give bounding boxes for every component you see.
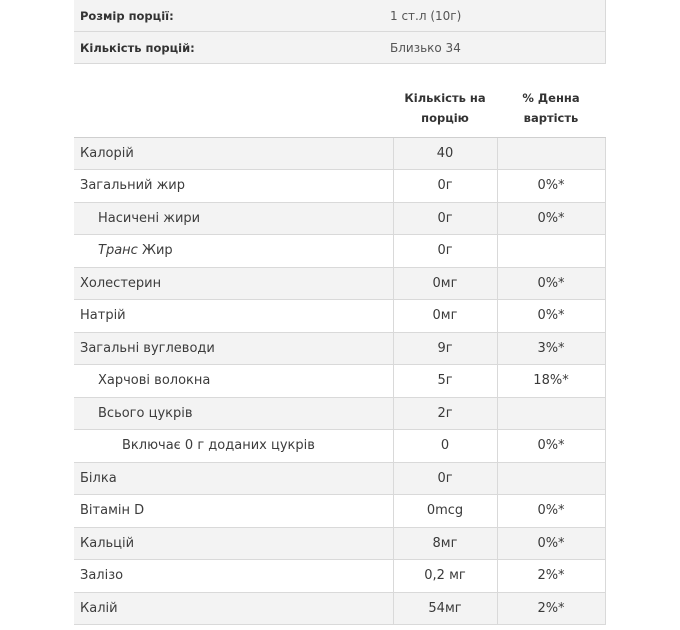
nutrient-amount: 5г <box>393 365 497 398</box>
nutrient-amount: 54мг <box>393 592 497 625</box>
nutrient-amount: 0г <box>393 202 497 235</box>
nutrient-row-iron <box>74 560 605 593</box>
nutrient-row-calcium <box>74 527 605 560</box>
nutrient-daily-value: 2%* <box>497 560 605 593</box>
serving-count-value: Близько 34 <box>387 32 605 64</box>
nutrient-name: Харчові волокна <box>74 365 393 398</box>
nutrient-row-calories <box>74 137 605 170</box>
nutrient-name: Кальцій <box>74 527 393 560</box>
nutrient-name: Калій <box>74 592 393 625</box>
nutrient-name: Натрій <box>74 300 393 333</box>
nutrient-name: Загальний жир <box>74 170 393 203</box>
nutrient-row-added-sugars <box>74 430 605 463</box>
nutrient-amount: 0 <box>393 430 497 463</box>
nutrient-name: Загальні вуглеводи <box>74 332 393 365</box>
serving-count-label: Кількість порцій: <box>74 32 387 64</box>
serving-size-label: Розмір порції: <box>74 0 387 32</box>
nutrient-name-prefix: Транс <box>98 243 138 259</box>
nutrient-daily-value: 0%* <box>497 527 605 560</box>
nutrient-amount: 0,2 мг <box>393 560 497 593</box>
nutrient-amount: 9г <box>393 332 497 365</box>
nutrient-name: Включає 0 г доданих цукрів <box>74 430 393 463</box>
serving-size-value: 1 ст.л (10г) <box>387 0 605 32</box>
nutrient-daily-value: 0%* <box>497 170 605 203</box>
nutrient-row-trans-fat <box>74 235 605 268</box>
nutrient-amount: 2г <box>393 397 497 430</box>
nutrient-row-total-sugars <box>74 397 605 430</box>
nutrient-row-vitamin-d <box>74 495 605 528</box>
nutrient-daily-value: 0%* <box>497 202 605 235</box>
nutrient-table <box>74 79 606 625</box>
nutrient-name: Насичені жири <box>74 202 393 235</box>
nutrient-row-saturated-fat <box>74 202 605 235</box>
nutrient-amount: 0г <box>393 235 497 268</box>
serving-count-row <box>74 32 605 64</box>
nutrient-daily-value: 0%* <box>497 267 605 300</box>
nutrient-name: Транс Жир <box>74 235 393 268</box>
nutrient-amount: 8мг <box>393 527 497 560</box>
nutrient-row-cholesterol <box>74 267 605 300</box>
nutrient-daily-value: 0%* <box>497 300 605 333</box>
nutrient-row-potassium <box>74 592 605 625</box>
nutrient-name: Всього цукрів <box>74 397 393 430</box>
nutrient-daily-value: 2%* <box>497 592 605 625</box>
nutrient-daily-value <box>497 397 605 430</box>
nutrient-row-total-fat <box>74 170 605 203</box>
nutrient-amount: 0mcg <box>393 495 497 528</box>
daily-value-column-header: % Денна вартість <box>497 79 605 137</box>
serving-info-table <box>74 0 606 64</box>
nutrient-table-header <box>74 79 605 137</box>
nutrient-name: Калорій <box>74 137 393 170</box>
nutrition-facts-panel <box>74 0 605 625</box>
nutrient-amount: 0мг <box>393 267 497 300</box>
nutrient-amount: 0г <box>393 462 497 495</box>
amount-column-header: Кількість на порцію <box>393 79 497 137</box>
nutrient-amount: 0мг <box>393 300 497 333</box>
nutrient-name: Білка <box>74 462 393 495</box>
nutrient-name: Вітамін D <box>74 495 393 528</box>
nutrient-amount: 0г <box>393 170 497 203</box>
nutrient-daily-value <box>497 235 605 268</box>
nutrient-daily-value: 18%* <box>497 365 605 398</box>
nutrient-name: Холестерин <box>74 267 393 300</box>
nutrient-row-sodium <box>74 300 605 333</box>
nutrient-daily-value: 0%* <box>497 495 605 528</box>
nutrient-name: Залізо <box>74 560 393 593</box>
serving-size-row <box>74 0 605 32</box>
nutrient-daily-value: 3%* <box>497 332 605 365</box>
nutrient-daily-value <box>497 462 605 495</box>
nutrient-row-dietary-fiber <box>74 365 605 398</box>
nutrient-row-total-carbs <box>74 332 605 365</box>
nutrient-daily-value: 0%* <box>497 430 605 463</box>
nutrient-amount: 40 <box>393 137 497 170</box>
nutrient-row-protein <box>74 462 605 495</box>
nutrient-daily-value <box>497 137 605 170</box>
